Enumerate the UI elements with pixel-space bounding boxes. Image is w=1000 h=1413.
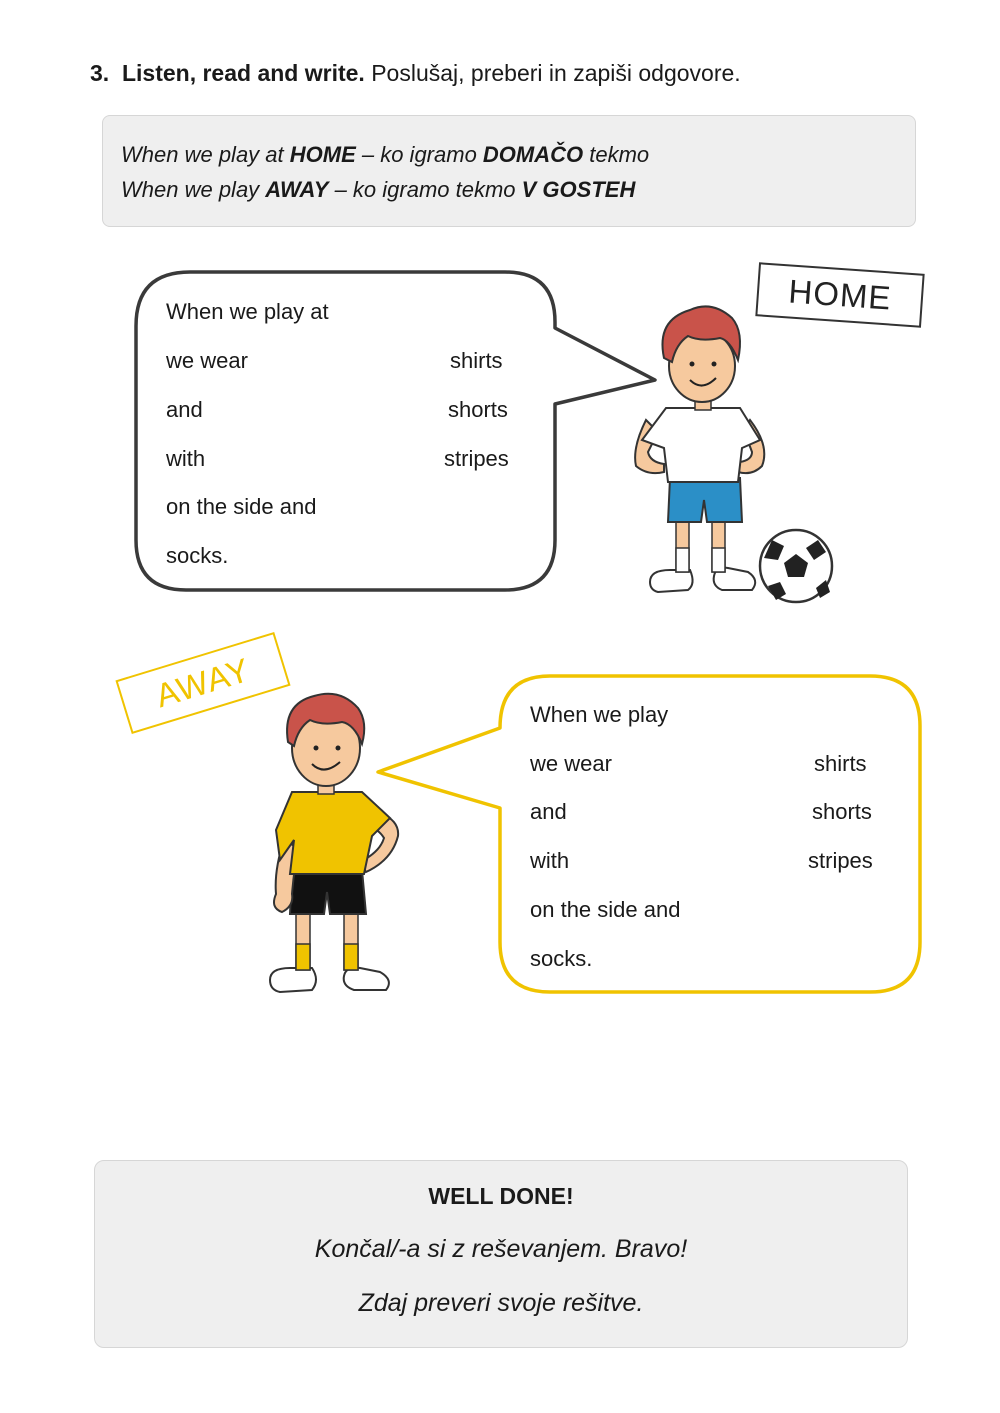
away-word-shorts: shorts	[812, 799, 872, 824]
home-word-shirts: shirts	[450, 348, 503, 373]
home-word-shorts: shorts	[448, 397, 508, 422]
away-player-illustration	[270, 694, 398, 992]
away-line-1: When we play	[530, 702, 669, 727]
home-label-tag: HOME	[755, 262, 924, 327]
well-done-line-1: Končal/-a si z reševanjem. Bravo!	[314, 1235, 688, 1263]
away-label-tag: AWAY	[115, 632, 290, 734]
home-player-illustration	[635, 306, 764, 592]
well-done-heading: WELL DONE!	[428, 1183, 574, 1209]
exercise-number: 3.	[90, 60, 110, 86]
away-word-shirts: shirts	[814, 751, 867, 776]
well-done-box	[94, 1160, 908, 1348]
away-line-2: we wear	[530, 751, 612, 776]
away-line-5: on the side and	[530, 897, 681, 922]
exercise-instruction-rest: Poslušaj, preberi in zapiši odgovore.	[371, 60, 741, 86]
away-line-6: socks.	[530, 946, 593, 971]
away-word-stripes: stripes	[808, 848, 873, 873]
home-line-4: with	[166, 446, 206, 471]
home-word-stripes: stripes	[444, 446, 509, 471]
away-line-4: with	[530, 848, 570, 873]
away-line-3: and	[530, 799, 567, 824]
home-line-5: on the side and	[166, 494, 317, 519]
home-line-2: we wear	[166, 348, 248, 373]
home-line-1: When we play at	[166, 299, 329, 324]
football-icon	[760, 530, 832, 602]
home-line-6: socks.	[166, 543, 229, 568]
well-done-line-2: Zdaj preveri svoje rešitve.	[358, 1289, 644, 1317]
home-line-3: and	[166, 397, 203, 422]
vocab-note-line-1: When we play at HOME – ko igramo DOMAČO tekmo	[121, 142, 650, 167]
vocab-note-line-2: When we play AWAY – ko igramo tekmo V GOSTEH	[121, 177, 636, 202]
exercise-instruction-bold: Listen, read and write.	[121, 60, 365, 86]
